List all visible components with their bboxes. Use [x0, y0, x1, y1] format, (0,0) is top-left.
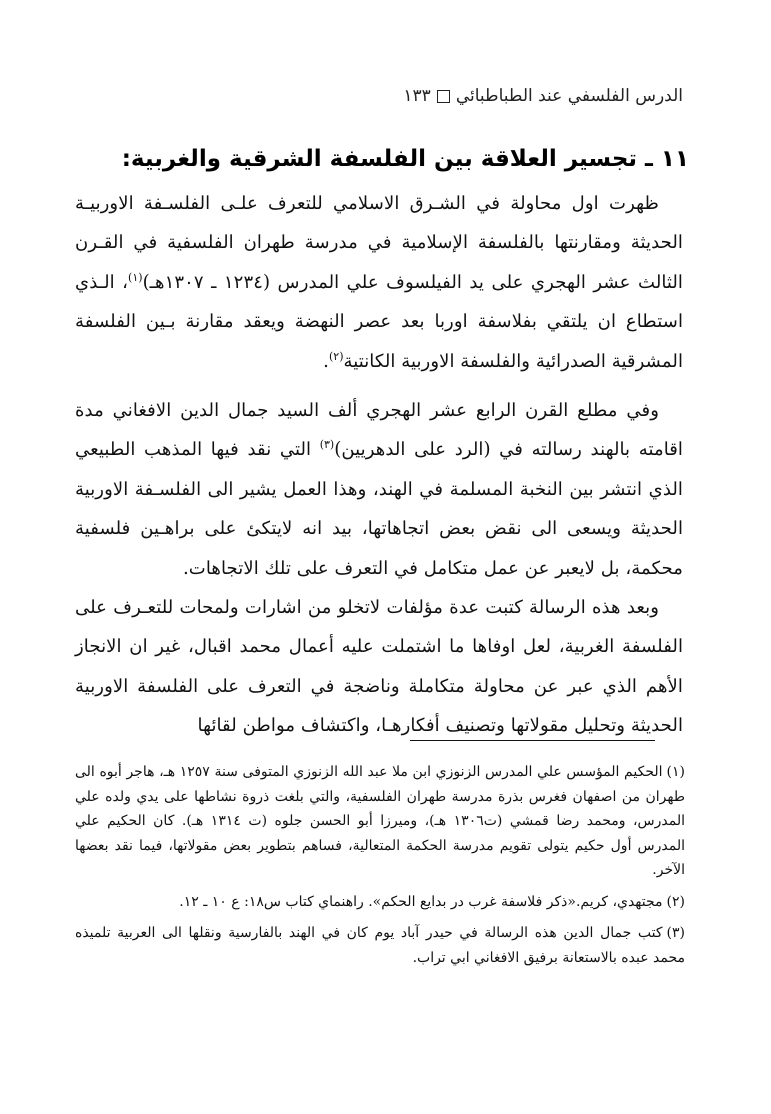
page-number: ١٣٣ — [403, 86, 431, 106]
section-heading: ١١ ـ تجسير العلاقة بين الفلسفة الشرقية والغربية: — [121, 146, 689, 172]
footnote-text: الحكيم المؤسس علي المدرس الزنوزي ابن ملا عبد الله الزنوزي المتوفى سنة ١٢٥٧ هـ، هاجر أبوه الى طهران من اصفهان فغرس بذرة مدرسة طهران الفلسفية، والتي بلغت ذروة نشاطها على يدي ولده علي المدرس، ومحمد رضا قمشي (ت١٣٠٦ هـ)، وميرزا أبو الحسن جلوه (ت ١٣١٤ هـ). كان الحكيم علي المدرس أول حكيم يتولى تقويم مدرسة الحكمة المتعالية، فساهم بتطوير بعض مقولاتها، فيما نقد بعضها الآخر. — [75, 764, 686, 878]
footnote-number: (١) — [666, 764, 685, 780]
square-separator-icon — [437, 90, 450, 103]
footnote-text: كتب جمال الدين هذه الرسالة في حيدر آباد يوم كان في الهند بالفارسية ونقلها الى العربية تلميذه محمد عبده بالاستعانة برفيق الافغاني ابي تراب. — [75, 925, 685, 966]
paragraph-2-text: وفي مطلع القرن الرابع عشر الهجري ألف السيد جمال الدين الافغاني مدة اقامته بالهند رسالته في (الرد على الدهريين) — [75, 400, 683, 461]
footnote-text: مجتهدي، كريم.«ذكر فلاسفة غرب در بدايع الحكم». راهنماي كتاب س١٨: ع ١٠ ـ ١٢. — [179, 893, 663, 910]
footnote-ref-2: (٢) — [328, 349, 344, 363]
footnotes — [75, 760, 685, 970]
running-title: الدرس الفلسفي عند الطباطبائي — [455, 86, 683, 106]
body-text — [75, 184, 683, 746]
paragraph-1 — [75, 184, 683, 381]
paragraph-1-text-cont: ، الـذي استطاع ان يلتقي بفلاسفة اوربا بعد عصر النهضة ويعقد مقارنة بـين الفلسفة المشرقية الصدرائية والفلسفة الاوربية الكانتية — [75, 271, 683, 372]
paragraph-2 — [75, 391, 683, 588]
footnote-1 — [75, 760, 685, 883]
footnote-number: (٢) — [666, 893, 685, 910]
paragraph-3: وبعد هذه الرسالة كتبت عدة مؤلفات لاتخلو من اشارات ولمحات للتعـرف على الفلسفة الغربية، لعل اوفاها ما اشتملت عليه أعمال محمد اقبال، غير ان الانجاز الأهم الذي عبر عن محاولة متكاملة وناضجة في التعرف على الفلسفة الاوربية الحديثة وتحليل مقولاتها وتصنيف أفكارهـا، واكتشاف مواطن لقائها — [75, 597, 683, 737]
footnote-number: (٣) — [666, 925, 685, 941]
paragraph-1-text: ظهرت اول محاولة في الشـرق الاسلامي للتعرف علـى الفلسـفة الاوربيـة الحديثة ومقارنتها بالفلسفة الإسلامية في مدرسة طهران الفلسفية في القـرن الثالث عشر الهجري على يد الفيلسوف علي المدرس (١٢٣٤ ـ ١٣٠٧هـ) — [75, 193, 683, 293]
paragraph-2-text-cont: التي نقد فيها المذهب الطبيعي الذي انتشر بين النخبة المسلمة في الهند، وهذا العمل يشير الى الفلسـفة الاوربية الحديثة ويسعى الى نقض بعض اتجاهاتها، بيد انه لايتكئ على براهـين فلسفية محكمة، بل لايعبر عن عمل متكامل في التعرف على تلك الاتجاهات. — [75, 439, 683, 579]
footnote-2 — [75, 890, 685, 915]
footnote-ref-1: (١) — [128, 270, 143, 284]
running-header — [403, 86, 683, 106]
footnote-separator — [410, 740, 655, 741]
footnote-ref-3: (٣) — [319, 438, 335, 452]
footnote-3 — [75, 921, 685, 970]
paragraph-1-end: . — [323, 350, 329, 372]
